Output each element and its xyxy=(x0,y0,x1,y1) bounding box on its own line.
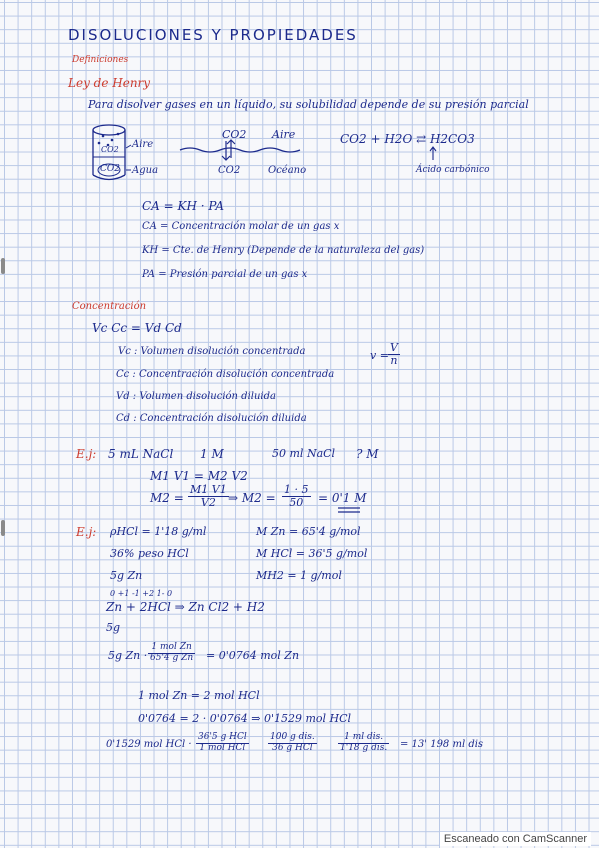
beaker-water-label: Agua xyxy=(132,165,159,176)
final-fraction-3 xyxy=(338,733,389,754)
final-fraction-1-denominator: 1 mol HCl xyxy=(199,742,246,753)
carbonic-acid-note: Ácido carbónico xyxy=(416,165,490,175)
def-cc: Cc : Concentración disolución concentrada xyxy=(116,369,335,380)
example2-five-grams: 5g xyxy=(106,621,121,634)
co2-up-label: CO2 xyxy=(222,128,247,141)
example2-mhcl: M HCl = 36'5 g/mol xyxy=(256,547,368,560)
example1-label: E.j: xyxy=(76,447,97,461)
example2-label: E.j: xyxy=(76,525,97,539)
example2-mzn: M Zn = 65'4 g/mol xyxy=(256,525,361,538)
example1-equation: M1 V1 = M2 V2 xyxy=(150,469,248,483)
molar-volume-lhs: v = xyxy=(370,349,389,362)
beaker-co2-top: CO2 xyxy=(101,145,119,154)
example1-m2-result: = 0'1 M xyxy=(318,491,367,505)
henry-def-kh: KH = Cte. de Henry (Depende de la naturaleza del gas) xyxy=(142,245,425,256)
example1-m2-lhs: M2 = xyxy=(150,491,184,505)
molar-volume-numerator: V xyxy=(390,341,398,354)
example2-line2: 0'0764 = 2 · 0'0764 ⇒ 0'1529 mol HCl xyxy=(138,712,352,725)
example2-percent: 36% peso HCl xyxy=(110,547,189,560)
oxidation-states: 0 +1 -1 +2 1- 0 xyxy=(110,589,173,598)
section-subtitle: Definiciones xyxy=(72,55,129,65)
final-fraction-1 xyxy=(196,733,249,754)
example2-density: ρHCl = 1'18 g/ml xyxy=(110,525,207,538)
page-title: DISOLUCIONES Y PROPIEDADES xyxy=(68,26,358,44)
def-cd: Cd : Concentración disolución diluida xyxy=(116,413,307,424)
example2-reaction: Zn + 2HCl ⇒ Zn Cl2 + H2 xyxy=(106,600,265,614)
example2-final-lhs: 0'1529 mol HCl · xyxy=(106,739,192,750)
example1-m2-numerator2: 1 · 5 xyxy=(284,483,309,496)
ocean-label: Océano xyxy=(268,165,307,176)
example2-calc-numerator: 1 mol Zn xyxy=(148,643,195,654)
final-fraction-2-numerator: 100 g dis. xyxy=(270,732,315,742)
final-fraction-3-numerator: 1 ml dis. xyxy=(338,733,389,744)
air-label: Aire xyxy=(272,128,296,141)
example2-calc-lhs: 5g Zn · xyxy=(108,649,148,662)
carbonic-reaction: CO2 + H2O ⇄ H2CO3 xyxy=(340,132,475,146)
example2-final-result: = 13' 198 ml dis xyxy=(400,739,484,750)
scanner-footer: Escaneado con CamScanner xyxy=(440,832,591,846)
henry-def-pa: PA = Presión parcial de un gas x xyxy=(142,269,308,280)
dilution-formula: Vc Cc = Vd Cd xyxy=(92,321,182,335)
conc-heading: Concentración xyxy=(72,301,147,312)
beaker-air-label: Aire xyxy=(132,139,154,150)
co2-down-label: CO2 xyxy=(218,165,241,176)
henry-def-ca: CA = Concentración molar de un gas x xyxy=(142,221,340,232)
example1-m2-denominator2: 50 xyxy=(289,496,304,510)
def-vc: Vc : Volumen disolución concentrada xyxy=(118,346,306,357)
example2-calc-result: = 0'0764 mol Zn xyxy=(206,649,300,662)
final-fraction-2 xyxy=(268,733,317,754)
final-fraction-1-numerator: 36'5 g HCl xyxy=(198,732,247,742)
beaker-co2-bottom: CO2 xyxy=(100,164,120,174)
final-fraction-2-denominator: 36 g HCl xyxy=(272,742,313,753)
example1-m2-numerator: M1 V1 xyxy=(190,483,227,496)
example2-calc-fraction xyxy=(148,643,195,664)
example1-m2-mid: ⇒ M2 = xyxy=(228,491,276,505)
final-fraction-3-denominator: 1'18 g dis. xyxy=(340,742,388,753)
def-vd: Vd : Volumen disolución diluida xyxy=(116,391,276,402)
example2-mass: 5g Zn xyxy=(110,569,143,582)
henry-intro: Para disolver gases en un líquido, su solubilidad depende de su presión parcial xyxy=(88,98,529,111)
example1-data4: ? M xyxy=(356,447,379,461)
henry-heading: Ley de Henry xyxy=(68,76,151,90)
example1-data1: 5 mL NaCl xyxy=(108,447,174,461)
example1-m2-denominator: V2 xyxy=(200,496,216,510)
example2-mh2: MH2 = 1 g/mol xyxy=(256,569,342,582)
henry-formula: CA = KH · PA xyxy=(142,199,225,213)
example2-calc-denominator: 65'4 g Zn xyxy=(150,652,194,663)
example2-mole-ratio: 1 mol Zn = 2 mol HCl xyxy=(138,689,260,702)
molar-volume-denominator: n xyxy=(390,354,398,368)
example1-data3: 50 ml NaCl xyxy=(272,447,336,460)
example1-data2: 1 M xyxy=(200,447,224,461)
